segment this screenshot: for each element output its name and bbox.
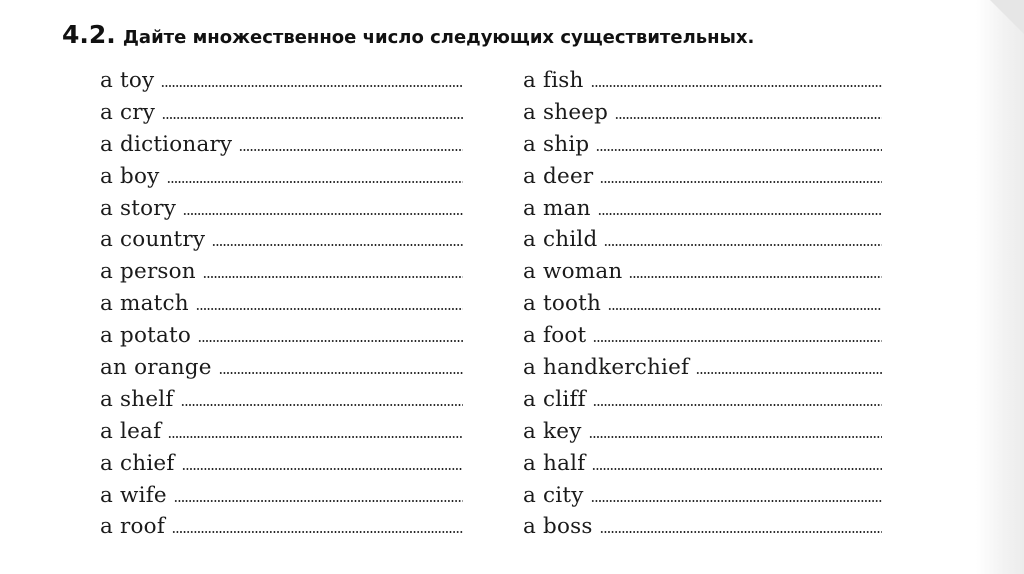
word-row: [523, 514, 882, 546]
word-label: an orange: [100, 355, 212, 381]
word-row: [523, 164, 882, 196]
word-label: a dictionary: [100, 131, 233, 157]
word-row: [523, 227, 882, 259]
word-label: a ship: [523, 131, 590, 157]
word-label: a cliff: [523, 386, 586, 412]
answer-blank: [162, 117, 463, 119]
word-label: a key: [523, 418, 582, 444]
answer-blank: [183, 213, 463, 215]
left-word-column: [100, 68, 463, 546]
word-label: a toy: [100, 68, 155, 93]
answer-blank: [219, 372, 463, 374]
answer-blank: [615, 117, 882, 119]
page-corner-fold: [990, 0, 1024, 34]
word-row: [523, 483, 882, 515]
answer-blank: [696, 372, 882, 374]
word-label: a shelf: [100, 386, 174, 412]
answer-blank: [600, 531, 882, 533]
answer-blank: [172, 531, 463, 533]
right-word-column: [523, 68, 882, 546]
word-label: a foot: [523, 323, 587, 349]
answer-blank: [167, 181, 463, 183]
answer-blank: [239, 149, 463, 151]
answer-blank: [598, 213, 882, 215]
answer-blank: [161, 85, 463, 87]
word-label: a fish: [523, 68, 584, 93]
word-row: [100, 68, 463, 100]
answer-blank: [182, 468, 464, 470]
word-row: [100, 514, 463, 546]
word-label: a child: [523, 227, 598, 253]
word-row: [523, 196, 882, 228]
word-row: [523, 68, 882, 100]
answer-blank: [629, 276, 882, 278]
word-label: a handkerchief: [523, 355, 690, 381]
word-label: a boss: [523, 514, 593, 540]
word-row: [523, 387, 882, 419]
word-label: a man: [523, 195, 591, 221]
answer-blank: [596, 149, 882, 151]
answer-blank: [196, 308, 463, 310]
answer-blank: [212, 244, 463, 246]
word-label: a match: [100, 291, 189, 317]
word-row: [100, 419, 463, 451]
word-label: a woman: [523, 259, 623, 285]
word-row: [523, 100, 882, 132]
word-label: a sheep: [523, 99, 609, 125]
word-row: [523, 259, 882, 291]
word-label: a half: [523, 450, 586, 476]
answer-blank: [589, 436, 882, 438]
word-row: [100, 164, 463, 196]
word-row: [100, 483, 463, 515]
word-label: a tooth: [523, 291, 602, 317]
word-row: [100, 355, 463, 387]
answer-blank: [181, 404, 464, 406]
answer-blank: [593, 340, 882, 342]
word-label: a potato: [100, 323, 192, 349]
word-label: a wife: [100, 482, 167, 508]
word-label: a city: [523, 482, 584, 508]
exercise-instruction: Дайте множественное число следующих существительных.: [122, 27, 755, 48]
word-label: a country: [100, 227, 206, 253]
word-row: [523, 419, 882, 451]
word-row: [100, 387, 463, 419]
word-label: a chief: [100, 450, 175, 476]
word-label: a leaf: [100, 418, 162, 444]
answer-blank: [593, 404, 882, 406]
answer-blank: [592, 468, 882, 470]
answer-blank: [203, 276, 463, 278]
word-row: [100, 291, 463, 323]
page-edge-shadow: [976, 0, 1024, 574]
word-row: [523, 451, 882, 483]
word-label: a boy: [100, 163, 160, 189]
word-label: a roof: [100, 514, 165, 540]
answer-blank: [174, 500, 463, 502]
word-row: [100, 323, 463, 355]
word-row: [100, 100, 463, 132]
word-label: a story: [100, 195, 177, 221]
answer-blank: [198, 340, 463, 342]
word-row: [523, 291, 882, 323]
answer-blank: [168, 436, 463, 438]
word-row: [100, 196, 463, 228]
exercise-number: 4.2.: [62, 20, 116, 49]
answer-blank: [591, 500, 882, 502]
word-row: [523, 355, 882, 387]
word-row: [523, 323, 882, 355]
word-row: [100, 451, 463, 483]
word-row: [523, 132, 882, 164]
word-row: [100, 132, 463, 164]
answer-blank: [591, 85, 882, 87]
word-label: a deer: [523, 163, 594, 189]
exercise-heading: [62, 20, 754, 49]
answer-blank: [608, 308, 882, 310]
word-label: a cry: [100, 99, 156, 125]
word-label: a person: [100, 259, 196, 285]
answer-blank: [604, 244, 882, 246]
answer-blank: [600, 181, 882, 183]
word-row: [100, 259, 463, 291]
word-row: [100, 227, 463, 259]
